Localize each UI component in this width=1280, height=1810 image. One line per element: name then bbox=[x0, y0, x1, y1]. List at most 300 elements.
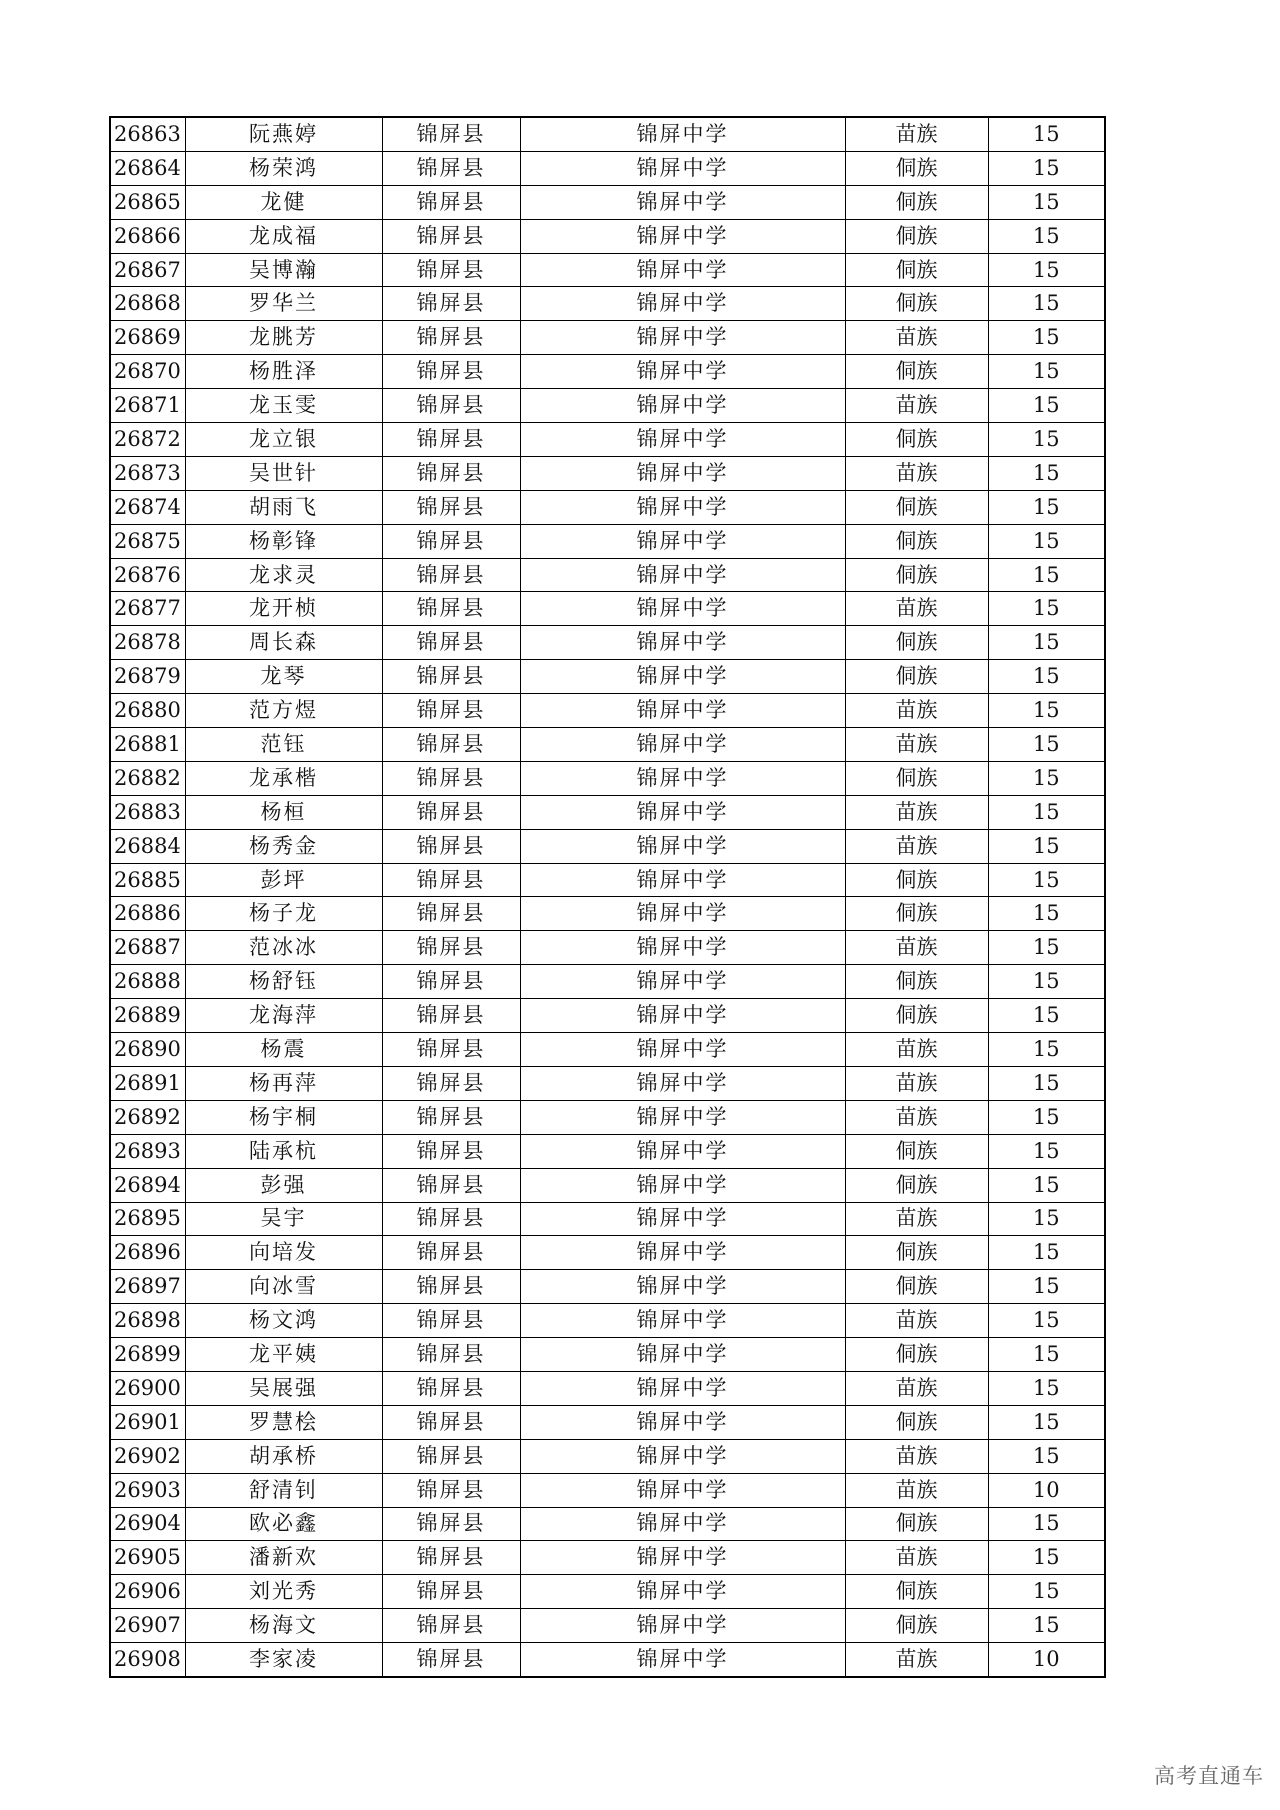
table-row bbox=[110, 355, 1105, 389]
score-cell: 15 bbox=[988, 1439, 1105, 1473]
table-row bbox=[110, 1168, 1105, 1202]
ethnicity-cell: 侗族 bbox=[845, 1338, 988, 1372]
school-cell: 锦屏中学 bbox=[520, 1575, 845, 1609]
score-cell: 10 bbox=[988, 1643, 1105, 1677]
school-cell: 锦屏中学 bbox=[520, 117, 845, 151]
score-cell: 15 bbox=[988, 931, 1105, 965]
table-row bbox=[110, 660, 1105, 694]
student-name-cell: 杨彰锋 bbox=[185, 524, 382, 558]
school-cell: 锦屏中学 bbox=[520, 1541, 845, 1575]
student-name-cell: 杨秀金 bbox=[185, 829, 382, 863]
county-cell: 锦屏县 bbox=[382, 1033, 520, 1067]
county-cell: 锦屏县 bbox=[382, 524, 520, 558]
county-cell: 锦屏县 bbox=[382, 490, 520, 524]
county-cell: 锦屏县 bbox=[382, 728, 520, 762]
student-name-cell: 罗华兰 bbox=[185, 287, 382, 321]
school-cell: 锦屏中学 bbox=[520, 829, 845, 863]
school-cell: 锦屏中学 bbox=[520, 1033, 845, 1067]
county-cell: 锦屏县 bbox=[382, 1575, 520, 1609]
table-row bbox=[110, 1473, 1105, 1507]
student-id-cell: 26892 bbox=[110, 1100, 185, 1134]
county-cell: 锦屏县 bbox=[382, 253, 520, 287]
county-cell: 锦屏县 bbox=[382, 761, 520, 795]
school-cell: 锦屏中学 bbox=[520, 965, 845, 999]
table-row bbox=[110, 1270, 1105, 1304]
ethnicity-cell: 苗族 bbox=[845, 795, 988, 829]
score-cell: 15 bbox=[988, 1134, 1105, 1168]
student-name-cell: 杨胜泽 bbox=[185, 355, 382, 389]
ethnicity-cell: 苗族 bbox=[845, 728, 988, 762]
county-cell: 锦屏县 bbox=[382, 660, 520, 694]
county-cell: 锦屏县 bbox=[382, 1236, 520, 1270]
ethnicity-cell: 侗族 bbox=[845, 423, 988, 457]
score-cell: 15 bbox=[988, 355, 1105, 389]
score-cell: 15 bbox=[988, 1609, 1105, 1643]
student-id-cell: 26888 bbox=[110, 965, 185, 999]
ethnicity-cell: 侗族 bbox=[845, 1575, 988, 1609]
student-name-cell: 吴博瀚 bbox=[185, 253, 382, 287]
ethnicity-cell: 苗族 bbox=[845, 456, 988, 490]
county-cell: 锦屏县 bbox=[382, 117, 520, 151]
ethnicity-cell: 苗族 bbox=[845, 592, 988, 626]
table-row bbox=[110, 1134, 1105, 1168]
ethnicity-cell: 侗族 bbox=[845, 897, 988, 931]
county-cell: 锦屏县 bbox=[382, 1168, 520, 1202]
county-cell: 锦屏县 bbox=[382, 592, 520, 626]
student-name-cell: 龙求灵 bbox=[185, 558, 382, 592]
county-cell: 锦屏县 bbox=[382, 1134, 520, 1168]
county-cell: 锦屏县 bbox=[382, 965, 520, 999]
student-table-body bbox=[110, 117, 1105, 1677]
student-name-cell: 杨荣鸿 bbox=[185, 151, 382, 185]
student-name-cell: 龙海萍 bbox=[185, 999, 382, 1033]
ethnicity-cell: 苗族 bbox=[845, 1643, 988, 1677]
school-cell: 锦屏中学 bbox=[520, 795, 845, 829]
county-cell: 锦屏县 bbox=[382, 999, 520, 1033]
student-name-cell: 杨再萍 bbox=[185, 1066, 382, 1100]
student-name-cell: 胡承桥 bbox=[185, 1439, 382, 1473]
student-id-cell: 26904 bbox=[110, 1507, 185, 1541]
ethnicity-cell: 侗族 bbox=[845, 524, 988, 558]
ethnicity-cell: 苗族 bbox=[845, 1439, 988, 1473]
ethnicity-cell: 侗族 bbox=[845, 1236, 988, 1270]
student-name-cell: 舒清钊 bbox=[185, 1473, 382, 1507]
score-cell: 15 bbox=[988, 660, 1105, 694]
student-name-cell: 彭坪 bbox=[185, 863, 382, 897]
ethnicity-cell: 苗族 bbox=[845, 1033, 988, 1067]
county-cell: 锦屏县 bbox=[382, 863, 520, 897]
county-cell: 锦屏县 bbox=[382, 829, 520, 863]
student-name-cell: 周长森 bbox=[185, 626, 382, 660]
county-cell: 锦屏县 bbox=[382, 1541, 520, 1575]
student-id-cell: 26876 bbox=[110, 558, 185, 592]
student-name-cell: 龙玉雯 bbox=[185, 389, 382, 423]
table-row bbox=[110, 1575, 1105, 1609]
score-cell: 15 bbox=[988, 1371, 1105, 1405]
student-id-cell: 26884 bbox=[110, 829, 185, 863]
student-id-cell: 26882 bbox=[110, 761, 185, 795]
school-cell: 锦屏中学 bbox=[520, 897, 845, 931]
score-cell: 15 bbox=[988, 1405, 1105, 1439]
school-cell: 锦屏中学 bbox=[520, 1066, 845, 1100]
score-cell: 15 bbox=[988, 1100, 1105, 1134]
score-cell: 15 bbox=[988, 1066, 1105, 1100]
table-row bbox=[110, 829, 1105, 863]
table-row bbox=[110, 1338, 1105, 1372]
student-id-cell: 26873 bbox=[110, 456, 185, 490]
county-cell: 锦屏县 bbox=[382, 694, 520, 728]
school-cell: 锦屏中学 bbox=[520, 1304, 845, 1338]
county-cell: 锦屏县 bbox=[382, 1439, 520, 1473]
ethnicity-cell: 侗族 bbox=[845, 1134, 988, 1168]
student-name-cell: 龙琴 bbox=[185, 660, 382, 694]
school-cell: 锦屏中学 bbox=[520, 321, 845, 355]
school-cell: 锦屏中学 bbox=[520, 999, 845, 1033]
county-cell: 锦屏县 bbox=[382, 626, 520, 660]
student-name-cell: 刘光秀 bbox=[185, 1575, 382, 1609]
score-cell: 15 bbox=[988, 795, 1105, 829]
ethnicity-cell: 侗族 bbox=[845, 626, 988, 660]
table-row bbox=[110, 761, 1105, 795]
school-cell: 锦屏中学 bbox=[520, 1202, 845, 1236]
county-cell: 锦屏县 bbox=[382, 1202, 520, 1236]
student-name-cell: 杨子龙 bbox=[185, 897, 382, 931]
school-cell: 锦屏中学 bbox=[520, 524, 845, 558]
school-cell: 锦屏中学 bbox=[520, 423, 845, 457]
student-id-cell: 26869 bbox=[110, 321, 185, 355]
student-id-cell: 26907 bbox=[110, 1609, 185, 1643]
student-name-cell: 杨海文 bbox=[185, 1609, 382, 1643]
score-cell: 15 bbox=[988, 253, 1105, 287]
county-cell: 锦屏县 bbox=[382, 423, 520, 457]
score-cell: 15 bbox=[988, 592, 1105, 626]
score-cell: 15 bbox=[988, 863, 1105, 897]
table-row bbox=[110, 389, 1105, 423]
school-cell: 锦屏中学 bbox=[520, 592, 845, 626]
score-cell: 15 bbox=[988, 1575, 1105, 1609]
student-id-cell: 26871 bbox=[110, 389, 185, 423]
county-cell: 锦屏县 bbox=[382, 321, 520, 355]
student-name-cell: 吴宇 bbox=[185, 1202, 382, 1236]
student-name-cell: 向培发 bbox=[185, 1236, 382, 1270]
student-name-cell: 向冰雪 bbox=[185, 1270, 382, 1304]
score-cell: 15 bbox=[988, 1338, 1105, 1372]
ethnicity-cell: 苗族 bbox=[845, 931, 988, 965]
score-cell: 15 bbox=[988, 728, 1105, 762]
ethnicity-cell: 苗族 bbox=[845, 1473, 988, 1507]
table-row bbox=[110, 287, 1105, 321]
county-cell: 锦屏县 bbox=[382, 219, 520, 253]
ethnicity-cell: 苗族 bbox=[845, 1371, 988, 1405]
student-id-cell: 26903 bbox=[110, 1473, 185, 1507]
student-name-cell: 潘新欢 bbox=[185, 1541, 382, 1575]
score-cell: 15 bbox=[988, 1304, 1105, 1338]
ethnicity-cell: 侗族 bbox=[845, 253, 988, 287]
table-row bbox=[110, 1100, 1105, 1134]
student-name-cell: 范方煜 bbox=[185, 694, 382, 728]
school-cell: 锦屏中学 bbox=[520, 1100, 845, 1134]
student-id-cell: 26908 bbox=[110, 1643, 185, 1677]
county-cell: 锦屏县 bbox=[382, 151, 520, 185]
county-cell: 锦屏县 bbox=[382, 355, 520, 389]
student-id-cell: 26870 bbox=[110, 355, 185, 389]
student-id-cell: 26889 bbox=[110, 999, 185, 1033]
table-row bbox=[110, 1304, 1105, 1338]
score-cell: 15 bbox=[988, 490, 1105, 524]
ethnicity-cell: 苗族 bbox=[845, 1202, 988, 1236]
school-cell: 锦屏中学 bbox=[520, 1507, 845, 1541]
school-cell: 锦屏中学 bbox=[520, 626, 845, 660]
table-row bbox=[110, 694, 1105, 728]
school-cell: 锦屏中学 bbox=[520, 389, 845, 423]
student-id-cell: 26905 bbox=[110, 1541, 185, 1575]
student-name-cell: 杨文鸿 bbox=[185, 1304, 382, 1338]
county-cell: 锦屏县 bbox=[382, 1507, 520, 1541]
ethnicity-cell: 侗族 bbox=[845, 219, 988, 253]
ethnicity-cell: 侗族 bbox=[845, 965, 988, 999]
county-cell: 锦屏县 bbox=[382, 897, 520, 931]
school-cell: 锦屏中学 bbox=[520, 1609, 845, 1643]
student-id-cell: 26866 bbox=[110, 219, 185, 253]
ethnicity-cell: 侗族 bbox=[845, 1609, 988, 1643]
student-id-cell: 26864 bbox=[110, 151, 185, 185]
school-cell: 锦屏中学 bbox=[520, 1643, 845, 1677]
table-row bbox=[110, 1643, 1105, 1677]
student-name-cell: 罗慧桧 bbox=[185, 1405, 382, 1439]
student-id-cell: 26874 bbox=[110, 490, 185, 524]
ethnicity-cell: 苗族 bbox=[845, 1541, 988, 1575]
table-row bbox=[110, 626, 1105, 660]
student-id-cell: 26885 bbox=[110, 863, 185, 897]
county-cell: 锦屏县 bbox=[382, 1473, 520, 1507]
ethnicity-cell: 苗族 bbox=[845, 1066, 988, 1100]
student-name-cell: 龙朓芳 bbox=[185, 321, 382, 355]
ethnicity-cell: 侗族 bbox=[845, 151, 988, 185]
table-row bbox=[110, 1507, 1105, 1541]
county-cell: 锦屏县 bbox=[382, 1405, 520, 1439]
ethnicity-cell: 侗族 bbox=[845, 287, 988, 321]
score-cell: 15 bbox=[988, 558, 1105, 592]
score-cell: 15 bbox=[988, 219, 1105, 253]
table-row bbox=[110, 1236, 1105, 1270]
score-cell: 15 bbox=[988, 117, 1105, 151]
score-cell: 15 bbox=[988, 965, 1105, 999]
score-cell: 15 bbox=[988, 1270, 1105, 1304]
student-id-cell: 26896 bbox=[110, 1236, 185, 1270]
table-row bbox=[110, 1439, 1105, 1473]
county-cell: 锦屏县 bbox=[382, 1338, 520, 1372]
student-name-cell: 吴世针 bbox=[185, 456, 382, 490]
student-id-cell: 26865 bbox=[110, 185, 185, 219]
ethnicity-cell: 侗族 bbox=[845, 1168, 988, 1202]
county-cell: 锦屏县 bbox=[382, 1304, 520, 1338]
county-cell: 锦屏县 bbox=[382, 1270, 520, 1304]
ethnicity-cell: 苗族 bbox=[845, 1304, 988, 1338]
student-name-cell: 欧必鑫 bbox=[185, 1507, 382, 1541]
student-table bbox=[109, 116, 1106, 1678]
score-cell: 15 bbox=[988, 1033, 1105, 1067]
county-cell: 锦屏县 bbox=[382, 795, 520, 829]
student-id-cell: 26895 bbox=[110, 1202, 185, 1236]
score-cell: 15 bbox=[988, 524, 1105, 558]
ethnicity-cell: 侗族 bbox=[845, 558, 988, 592]
ethnicity-cell: 侗族 bbox=[845, 1270, 988, 1304]
score-cell: 15 bbox=[988, 185, 1105, 219]
student-id-cell: 26890 bbox=[110, 1033, 185, 1067]
ethnicity-cell: 侗族 bbox=[845, 490, 988, 524]
school-cell: 锦屏中学 bbox=[520, 490, 845, 524]
student-id-cell: 26886 bbox=[110, 897, 185, 931]
student-name-cell: 彭强 bbox=[185, 1168, 382, 1202]
score-cell: 15 bbox=[988, 1507, 1105, 1541]
school-cell: 锦屏中学 bbox=[520, 456, 845, 490]
table-row bbox=[110, 897, 1105, 931]
score-cell: 15 bbox=[988, 151, 1105, 185]
student-id-cell: 26894 bbox=[110, 1168, 185, 1202]
student-id-cell: 26881 bbox=[110, 728, 185, 762]
student-name-cell: 龙立银 bbox=[185, 423, 382, 457]
student-id-cell: 26902 bbox=[110, 1439, 185, 1473]
county-cell: 锦屏县 bbox=[382, 1643, 520, 1677]
student-id-cell: 26863 bbox=[110, 117, 185, 151]
school-cell: 锦屏中学 bbox=[520, 728, 845, 762]
school-cell: 锦屏中学 bbox=[520, 694, 845, 728]
school-cell: 锦屏中学 bbox=[520, 355, 845, 389]
student-id-cell: 26900 bbox=[110, 1371, 185, 1405]
student-id-cell: 26868 bbox=[110, 287, 185, 321]
school-cell: 锦屏中学 bbox=[520, 558, 845, 592]
student-id-cell: 26867 bbox=[110, 253, 185, 287]
student-name-cell: 龙承楷 bbox=[185, 761, 382, 795]
table-row bbox=[110, 931, 1105, 965]
student-id-cell: 26891 bbox=[110, 1066, 185, 1100]
school-cell: 锦屏中学 bbox=[520, 1270, 845, 1304]
student-id-cell: 26906 bbox=[110, 1575, 185, 1609]
student-name-cell: 杨桓 bbox=[185, 795, 382, 829]
score-cell: 15 bbox=[988, 829, 1105, 863]
table-row bbox=[110, 795, 1105, 829]
school-cell: 锦屏中学 bbox=[520, 151, 845, 185]
table-row bbox=[110, 490, 1105, 524]
table-row bbox=[110, 592, 1105, 626]
table-row bbox=[110, 1541, 1105, 1575]
score-cell: 10 bbox=[988, 1473, 1105, 1507]
table-row bbox=[110, 1609, 1105, 1643]
ethnicity-cell: 苗族 bbox=[845, 321, 988, 355]
student-name-cell: 胡雨飞 bbox=[185, 490, 382, 524]
school-cell: 锦屏中学 bbox=[520, 287, 845, 321]
school-cell: 锦屏中学 bbox=[520, 219, 845, 253]
ethnicity-cell: 侗族 bbox=[845, 863, 988, 897]
school-cell: 锦屏中学 bbox=[520, 185, 845, 219]
table-row bbox=[110, 321, 1105, 355]
student-name-cell: 范钰 bbox=[185, 728, 382, 762]
student-id-cell: 26878 bbox=[110, 626, 185, 660]
school-cell: 锦屏中学 bbox=[520, 1371, 845, 1405]
ethnicity-cell: 侗族 bbox=[845, 355, 988, 389]
student-id-cell: 26879 bbox=[110, 660, 185, 694]
county-cell: 锦屏县 bbox=[382, 1100, 520, 1134]
school-cell: 锦屏中学 bbox=[520, 1439, 845, 1473]
ethnicity-cell: 侗族 bbox=[845, 1507, 988, 1541]
student-name-cell: 陆承杭 bbox=[185, 1134, 382, 1168]
student-name-cell: 阮燕婷 bbox=[185, 117, 382, 151]
ethnicity-cell: 侗族 bbox=[845, 660, 988, 694]
county-cell: 锦屏县 bbox=[382, 931, 520, 965]
ethnicity-cell: 苗族 bbox=[845, 694, 988, 728]
ethnicity-cell: 苗族 bbox=[845, 117, 988, 151]
score-cell: 15 bbox=[988, 1202, 1105, 1236]
table-row bbox=[110, 117, 1105, 151]
score-cell: 15 bbox=[988, 456, 1105, 490]
table-row bbox=[110, 558, 1105, 592]
student-id-cell: 26883 bbox=[110, 795, 185, 829]
table-row bbox=[110, 965, 1105, 999]
school-cell: 锦屏中学 bbox=[520, 863, 845, 897]
ethnicity-cell: 苗族 bbox=[845, 829, 988, 863]
student-name-cell: 李家凌 bbox=[185, 1643, 382, 1677]
table-row bbox=[110, 185, 1105, 219]
table-row bbox=[110, 1371, 1105, 1405]
school-cell: 锦屏中学 bbox=[520, 1405, 845, 1439]
ethnicity-cell: 侗族 bbox=[845, 185, 988, 219]
county-cell: 锦屏县 bbox=[382, 1371, 520, 1405]
score-cell: 15 bbox=[988, 423, 1105, 457]
score-cell: 15 bbox=[988, 626, 1105, 660]
score-cell: 15 bbox=[988, 1541, 1105, 1575]
table-row bbox=[110, 151, 1105, 185]
score-cell: 15 bbox=[988, 1236, 1105, 1270]
table-row bbox=[110, 1405, 1105, 1439]
ethnicity-cell: 苗族 bbox=[845, 1100, 988, 1134]
school-cell: 锦屏中学 bbox=[520, 1338, 845, 1372]
county-cell: 锦屏县 bbox=[382, 1066, 520, 1100]
table-row bbox=[110, 1033, 1105, 1067]
table-row bbox=[110, 863, 1105, 897]
ethnicity-cell: 侗族 bbox=[845, 999, 988, 1033]
county-cell: 锦屏县 bbox=[382, 185, 520, 219]
school-cell: 锦屏中学 bbox=[520, 660, 845, 694]
student-id-cell: 26898 bbox=[110, 1304, 185, 1338]
student-name-cell: 龙平姨 bbox=[185, 1338, 382, 1372]
score-cell: 15 bbox=[988, 287, 1105, 321]
score-cell: 15 bbox=[988, 999, 1105, 1033]
table-row bbox=[110, 1202, 1105, 1236]
school-cell: 锦屏中学 bbox=[520, 253, 845, 287]
school-cell: 锦屏中学 bbox=[520, 1473, 845, 1507]
ethnicity-cell: 苗族 bbox=[845, 389, 988, 423]
score-cell: 15 bbox=[988, 897, 1105, 931]
county-cell: 锦屏县 bbox=[382, 1609, 520, 1643]
score-cell: 15 bbox=[988, 761, 1105, 795]
score-cell: 15 bbox=[988, 694, 1105, 728]
table-row bbox=[110, 423, 1105, 457]
table-row bbox=[110, 524, 1105, 558]
county-cell: 锦屏县 bbox=[382, 456, 520, 490]
student-id-cell: 26899 bbox=[110, 1338, 185, 1372]
student-name-cell: 吴展强 bbox=[185, 1371, 382, 1405]
table-row bbox=[110, 456, 1105, 490]
score-cell: 15 bbox=[988, 1168, 1105, 1202]
student-id-cell: 26897 bbox=[110, 1270, 185, 1304]
student-id-cell: 26880 bbox=[110, 694, 185, 728]
county-cell: 锦屏县 bbox=[382, 558, 520, 592]
table-row bbox=[110, 1066, 1105, 1100]
school-cell: 锦屏中学 bbox=[520, 931, 845, 965]
county-cell: 锦屏县 bbox=[382, 389, 520, 423]
score-cell: 15 bbox=[988, 321, 1105, 355]
school-cell: 锦屏中学 bbox=[520, 1236, 845, 1270]
